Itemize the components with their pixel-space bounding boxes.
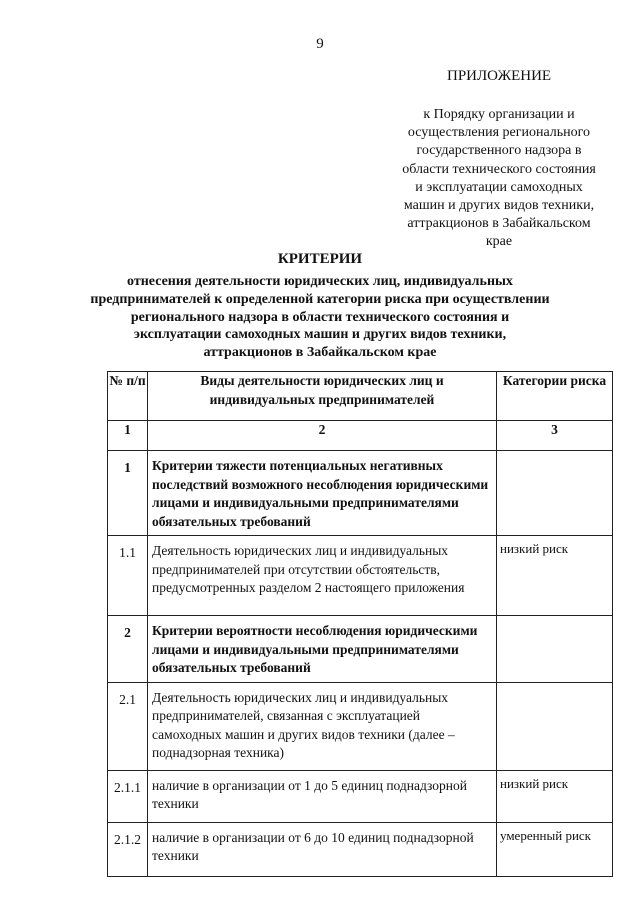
column-number-row xyxy=(108,421,613,451)
appendix-heading: ПРИЛОЖЕНИЕ xyxy=(447,68,552,84)
header-category: Категории риска xyxy=(497,372,613,421)
row-text: Критерии тяжести потенциальных негативных последствий возможного несоблюдения юридическими лицами и индивидуальными предпринимателями обязательных требований xyxy=(148,451,497,536)
row-text: Деятельность юридических лиц и индивидуальных предпринимателей при отсутствии обстоятельств, предусмотренных разделом 2 настоящего приложения xyxy=(148,536,497,616)
page-number: 9 xyxy=(316,36,324,52)
row-risk xyxy=(497,451,613,536)
table-row xyxy=(108,536,613,616)
table-header-row xyxy=(108,372,613,421)
row-risk: низкий риск xyxy=(497,536,613,616)
row-number: 2.1 xyxy=(108,682,148,770)
header-number: № п/п xyxy=(108,372,148,421)
column-number-1: 1 xyxy=(108,421,148,451)
row-risk: умеренный риск xyxy=(497,822,613,876)
table-row xyxy=(108,682,613,770)
row-risk xyxy=(497,616,613,683)
appendix-text: к Порядку организации и осуществления регионального государственного надзора в области технического состояния и эксплуатации самоходных машин и других видов техники, аттракционов в Забайкальском крае xyxy=(402,107,596,250)
row-risk: низкий риск xyxy=(497,770,613,822)
criteria-table xyxy=(107,371,613,877)
row-text: наличие в организации от 1 до 5 единиц поднадзорной техники xyxy=(148,770,497,822)
row-number: 1 xyxy=(108,451,148,536)
row-number: 1.1 xyxy=(108,536,148,616)
table-row xyxy=(108,770,613,822)
row-risk xyxy=(497,682,613,770)
row-number: 2.1.1 xyxy=(108,770,148,822)
row-text: Критерии вероятности несоблюдения юридическими лицами и индивидуальными предпринимателями обязательных требований xyxy=(148,616,497,683)
table-row xyxy=(108,451,613,536)
column-number-3: 3 xyxy=(497,421,613,451)
row-text: Деятельность юридических лиц и индивидуальных предпринимателей, связанная с эксплуатацией самоходных машин и других видов техники (далее – поднадзорная техника) xyxy=(148,682,497,770)
table-row xyxy=(108,822,613,876)
row-text: наличие в организации от 6 до 10 единиц поднадзорной техники xyxy=(148,822,497,876)
row-number: 2 xyxy=(108,616,148,683)
row-number: 2.1.2 xyxy=(108,822,148,876)
header-activity: Виды деятельности юридических лиц и индивидуальных предпринимателей xyxy=(148,372,497,421)
column-number-2: 2 xyxy=(148,421,497,451)
table-row xyxy=(108,616,613,683)
document-title: КРИТЕРИИ xyxy=(277,251,363,267)
document-subtitle: отнесения деятельности юридических лиц, индивидуальных предпринимателей к определенной категории риска при осуществлении регионального надзора в области технического состояния и эксплуатации самоходных машин и других видов техники, аттракционов в Забайкальском крае xyxy=(90,274,550,361)
